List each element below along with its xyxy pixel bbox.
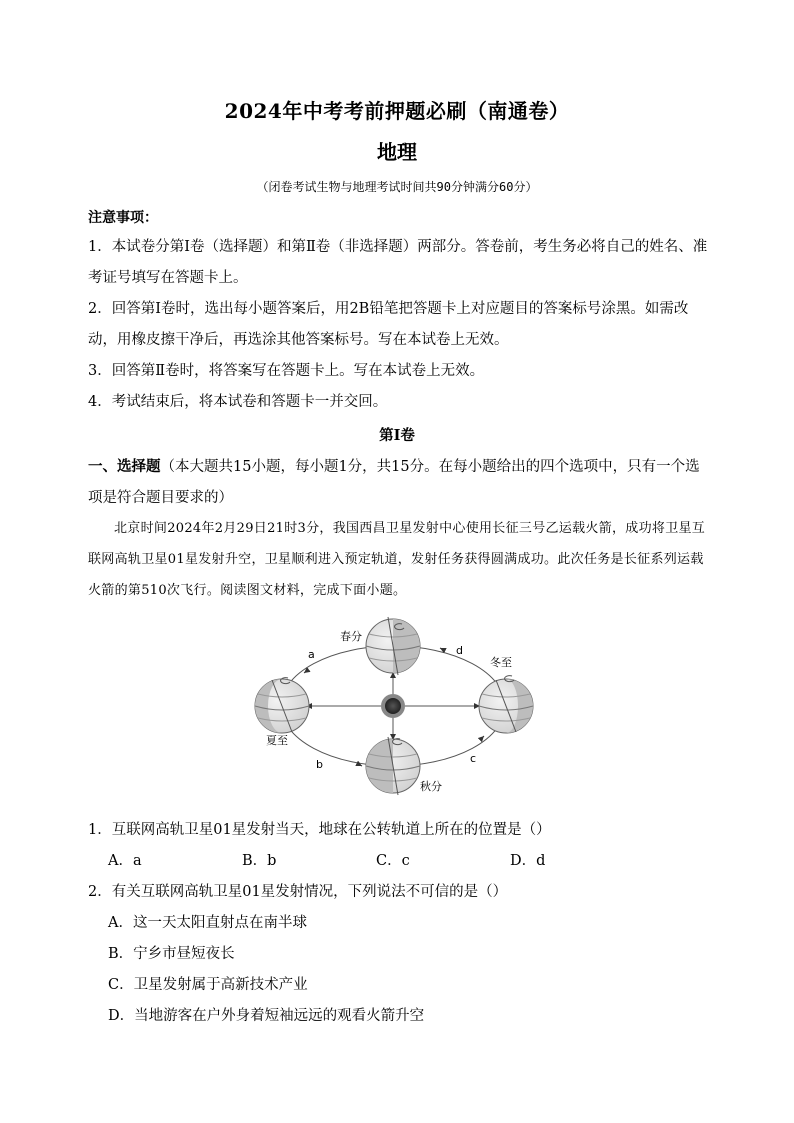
part-description: （本大题共15小题，每小题1分，共15分。在每小题给出的四个选项中，只有一个选项是符合题目要求的） — [88, 459, 700, 506]
globe-autumn-icon — [366, 737, 420, 795]
note-item: 4．考试结束后，将本试卷和答题卡一并交回。 — [88, 394, 388, 410]
globe-summer-icon — [255, 678, 309, 733]
option[interactable]: D．当地游客在户外身着短袖远远的观看火箭升空 — [108, 1008, 425, 1024]
question-stem: 1．互联网高轨卫星01星发射当天，地球在公转轨道上所在的位置是（） — [88, 822, 551, 838]
part-label: 一、选择题 — [88, 458, 161, 475]
label-summer: 夏至 — [266, 734, 288, 747]
note-item: 1．本试卷分第Ⅰ卷（选择题）和第Ⅱ卷（非选择题）两部分。答卷前，考生务必将自己的姓名、准考证号填写在答题卡上。 — [88, 239, 708, 286]
option[interactable]: D．d — [510, 853, 546, 869]
part-heading — [88, 451, 713, 514]
label-c: c — [470, 752, 477, 765]
label-autumn: 秋分 — [420, 780, 442, 793]
section-title: 第Ⅰ卷 — [379, 427, 415, 444]
page-title: 2024年中考考前押题必刷（南通卷） — [224, 99, 570, 123]
subject-title: 地理 — [377, 140, 417, 164]
questions — [88, 815, 713, 1032]
orbit-arrow-d — [440, 648, 444, 650]
label-b: b — [316, 758, 323, 771]
notes-list — [88, 232, 713, 418]
label-d: d — [456, 644, 463, 657]
globe-winter-icon — [479, 676, 533, 733]
passage-text: 北京时间2024年2月29日21时3分，我国西昌卫星发射中心使用长征三号乙运载火箭，成功将卫星互联网高轨卫星01星发射升空，卫星顺利进入预定轨道，发射任务获得圆满成功。此次任务是长征系列运载火箭的第510次飞行。阅读图文材料，完成下面小题。 — [88, 521, 706, 598]
label-a: a — [308, 648, 315, 661]
question-options — [88, 846, 713, 877]
option[interactable]: C．c — [376, 853, 410, 869]
option[interactable]: C．卫星发射属于高新技术产业 — [108, 977, 308, 993]
orbit-arrow-b — [358, 764, 362, 766]
option[interactable]: B．宁乡市昼短夜长 — [108, 946, 235, 962]
note-item: 3．回答第Ⅱ卷时，将答案写在答题卡上。写在本试卷上无效。 — [88, 363, 485, 379]
note-item: 2．回答第Ⅰ卷时，选出每小题答案后，用2B铅笔把答题卡上对应题目的答案标号涂黑。如需改动，用橡皮擦干净后，再选涂其他答案标号。写在本试卷上无效。 — [88, 301, 689, 348]
reading-passage — [88, 513, 713, 606]
question-stem: 2．有关互联网高轨卫星01星发射情况，下列说法不可信的是（） — [88, 884, 508, 900]
sun-icon — [381, 694, 405, 718]
option[interactable]: A．a — [108, 853, 142, 869]
exam-info: （闭卷考试生物与地理考试时间共90分钟满分60分） — [256, 180, 538, 194]
option[interactable]: A．这一天太阳直射点在南半球 — [108, 915, 307, 931]
option[interactable]: B．b — [242, 853, 277, 869]
orbit-arrow-c — [480, 736, 484, 740]
orbit-arrow-a — [304, 670, 308, 673]
label-winter: 冬至 — [490, 656, 512, 669]
notes-heading: 注意事项： — [88, 210, 158, 226]
globe-spring-icon — [366, 617, 420, 675]
earth-orbit-diagram — [248, 610, 544, 810]
label-spring: 春分 — [340, 630, 362, 643]
